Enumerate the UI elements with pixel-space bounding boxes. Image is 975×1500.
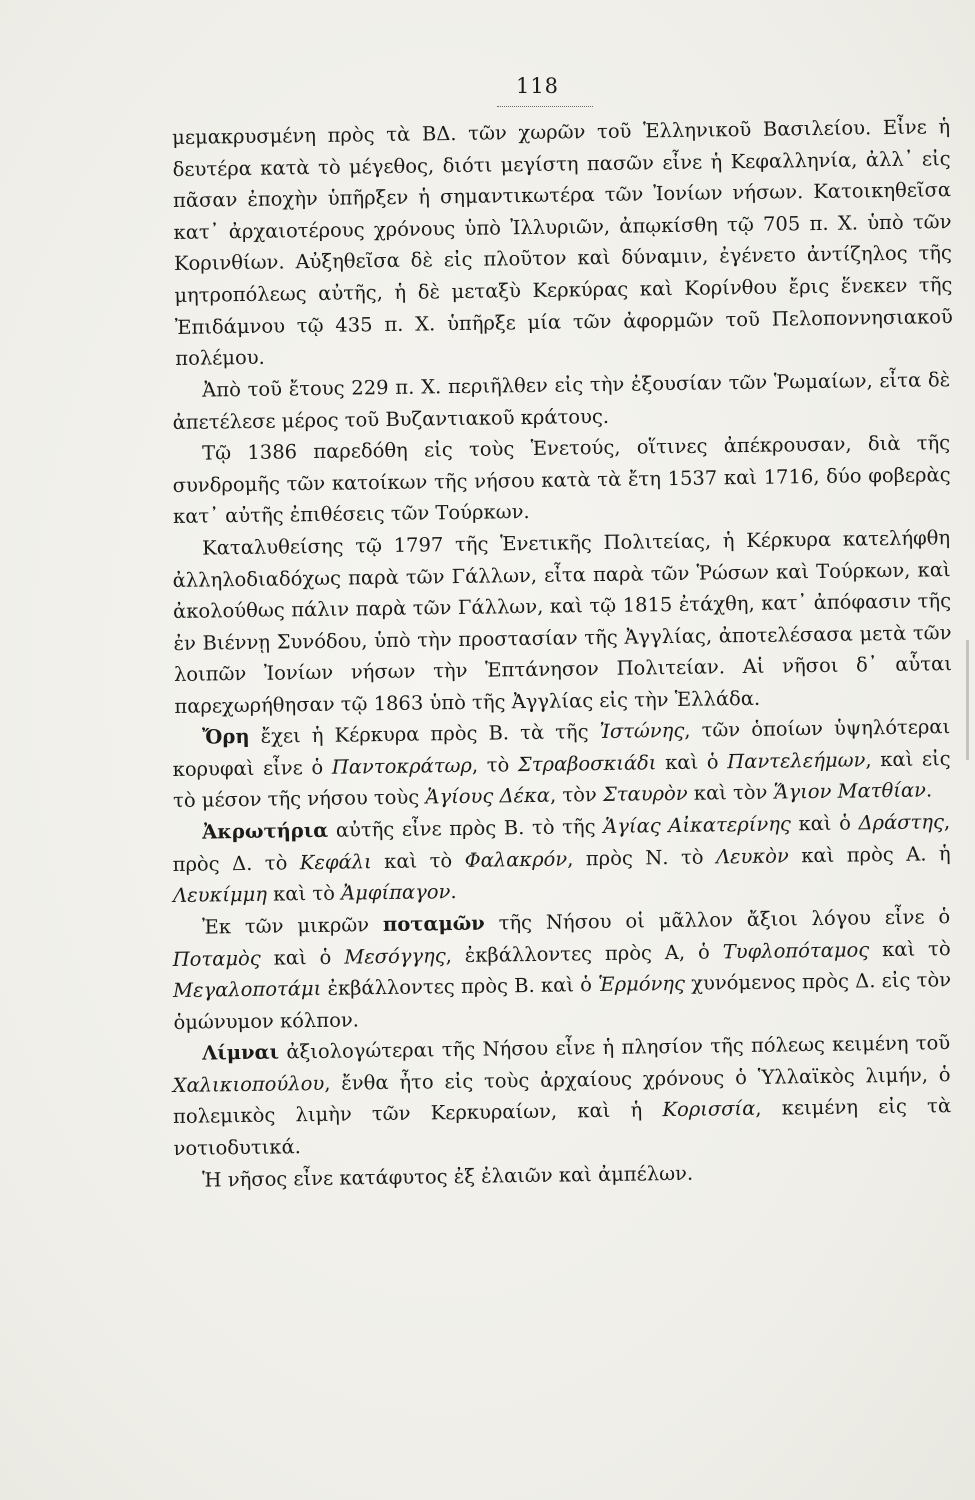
italic-place-name: Ἅγιον Ματθίαν: [773, 778, 927, 805]
text-run: , πρὸς Ν. τὸ: [567, 845, 717, 871]
text-run: , ἔνθα ἦτο εἰς τοὺς ἀρχαίους χρόνους ὁ Ὑλλαϊκὸς λιμήν, ὁ πολεμικὸς λιμὴν τῶν Κερκυραίων, καὶ ἡ: [172, 1062, 951, 1129]
text-run: ἐκβάλλοντες πρὸς Β. καὶ ὁ: [321, 973, 599, 1000]
text-run: μεμακρυσμένη πρὸς τὰ ΒΔ. τῶν χωρῶν τοῦ Ἑλληνικοῦ Βασιλείου. Εἶνε ἡ δευτέρα κατὰ τὸ μέγεθος, διότι μεγίστη πασῶν εἶνε ἡ Κεφαλληνία, ἀλλ᾽ εἰς πᾶσαν ἐποχὴν ὑπῆρξεν ἡ σημαντικωτέρα τῶν Ἰονίων νήσων. Κατοικηθεῖσα κατ᾽ ἀρχαιοτέρους χρόνους ὑπὸ Ἰλλυριῶν, ἀπῳκίσθη τῷ 705 π. Χ. ὑπὸ τῶν Κορινθίων. Αὐξηθεῖσα δὲ εἰς πλοῦτον καὶ δύναμιν, ἐγένετο ἀντίζηλος τῆς μητροπόλεως αὐτῆς, ἡ δὲ μεταξὺ Κερκύρας καὶ Κορίνθου ἔρις ἕνεκεν τῆς Ἐπιδάμνου τῷ 435 π. Χ. ὑπῆρξε μία τῶν ἀφορμῶν τοῦ Πελοποννησιακοῦ πολέμου.: [172, 115, 953, 371]
bold-heading-word: Λίμναι: [202, 1040, 280, 1065]
text-run: , κειμένη εἰς τὰ νοτιοδυτικά.: [173, 1094, 952, 1160]
text-run: Ἐκ τῶν μικρῶν: [202, 912, 384, 939]
paragraph: [172, 111, 953, 375]
italic-place-name: Στραβοσκιάδι: [517, 751, 657, 777]
italic-place-name: Δράστης: [858, 810, 945, 835]
bold-heading-word: Ἀκρωτήρια: [202, 818, 329, 844]
text-run: καὶ τὸν: [687, 781, 774, 806]
italic-place-name: Ἁγίους Δέκα: [425, 784, 551, 809]
text-run: ἀξιολογώτεραι τῆς Νήσου εἶνε ἡ πλησίον τῆς πόλεως κειμένη τοῦ: [278, 1031, 951, 1064]
text-run: αὐτῆς εἶνε πρὸς Β. τὸ τῆς: [328, 815, 604, 842]
italic-place-name: Τυφλοπόταμος: [722, 937, 870, 963]
bold-heading-word: ποταμῶν: [382, 911, 485, 936]
text-run: Τῷ 1386 παρεδόθη εἰς τοὺς Ἑνετούς, οἵτινες ἀπέκρουσαν, διὰ τῆς συνδρομῆς τῶν κατοίκων τῆς νήσου κατὰ τὰ ἔτη 1537 καὶ 1716, δύο φοβερὰς κατ᾽ αὐτῆς ἐπιθέσεις τῶν Τούρκων.: [172, 431, 951, 529]
text-run: .: [925, 778, 933, 802]
text-run: ἔχει ἡ Κέρκυρα πρὸς Β. τὰ τῆς: [249, 720, 600, 749]
text-run: καὶ πρὸς Α. ἡ: [788, 841, 951, 868]
paragraph: [172, 364, 951, 438]
italic-place-name: Ἁγίας Αἰκατερίνης: [603, 812, 791, 839]
italic-place-name: Ἰστώνης: [599, 719, 685, 744]
italic-place-name: Φαλακρόν: [464, 847, 568, 872]
text-run: τῆς Νήσου οἱ μᾶλλον ἄξιοι λόγου εἶνε ὁ: [484, 904, 951, 935]
text-run: καὶ τὸ: [869, 936, 951, 961]
paragraph: [172, 711, 951, 817]
text-run: καὶ ὁ: [260, 945, 345, 970]
paragraph: [172, 1027, 952, 1164]
text-run: Ἡ νῆσος εἶνε κατάφυτος ἐξ ἐλαιῶν καὶ ἀμπέλων.: [202, 1161, 694, 1192]
paragraph: [172, 522, 953, 722]
text-run: , καὶ εἰς τὸ μέσον τῆς νήσου τοὺς: [172, 747, 951, 813]
text-run: καὶ τὸ: [371, 848, 465, 873]
text-run: καὶ ὁ: [656, 750, 728, 775]
text-run: καὶ τὸ: [266, 881, 342, 906]
bold-heading-word: Ὄρη: [202, 725, 250, 749]
italic-place-name: Ἑρμόνης: [598, 971, 686, 997]
paragraph: [172, 901, 952, 1038]
paragraph: [172, 427, 951, 533]
paragraph: [172, 806, 951, 912]
italic-place-name: Κορισσία: [662, 1097, 756, 1122]
text-run: Καταλυθείσης τῷ 1797 τῆς Ἑνετικῆς Πολιτείας, ἡ Κέρκυρα κατελήφθη ἀλληλοδιαδόχως παρὰ τῶν Γάλλων, εἶτα παρὰ τῶν Ῥώσων καὶ Τούρκων, καὶ ἀκολούθως πάλιν παρὰ τῶν Γάλλων, καὶ τῷ 1815 ἐτάχθη, κατ᾽ ἀπόφασιν τῆς ἐν Βιέννῃ Συνόδου, ὑπὸ τὴν προστασίαν τῆς Ἀγγλίας, ἀποτελέσασα μετὰ τῶν λοιπῶν Ἰονίων νήσων τὴν Ἑπτάνησον Πολιτείαν. Αἱ νῆσοι δ᾽ αὗται παρεχωρήθησαν τῷ 1863 ὑπὸ τῆς Ἀγγλίας εἰς τὴν Ἑλλάδα.: [172, 525, 953, 718]
page-edge-shadow: [966, 640, 969, 760]
text-run: , ἐκβάλλοντες πρὸς Α, ὁ: [445, 939, 723, 967]
italic-place-name: Παντελεήμων: [727, 748, 866, 774]
text-run: , τὸν: [549, 783, 604, 808]
italic-place-name: Ποταμὸς: [172, 946, 261, 971]
italic-place-name: Λευκίμμη: [172, 882, 268, 908]
text-run: , τῶν ὁποίων ὑψηλότεραι κορυφαὶ εἶνε ὁ: [172, 715, 951, 781]
body-text: [172, 115, 953, 1196]
text-run: .: [450, 880, 457, 904]
text-run: χυνόμενος πρὸς Δ. εἰς τὸν ὁμώνυμον κόλπον.: [173, 968, 952, 1034]
page-number-rule: [497, 106, 593, 107]
italic-place-name: Ἀμφίπαγον: [340, 880, 451, 905]
text-run: , πρὸς Δ. τὸ: [172, 810, 951, 876]
page-number: 118: [515, 74, 560, 98]
italic-place-name: Μεσόγγης: [344, 943, 446, 969]
text-run: , τὸ: [471, 753, 519, 777]
italic-place-name: Σταυρὸν: [602, 782, 688, 807]
text-run: καὶ ὁ: [790, 811, 859, 836]
italic-place-name: Χαλικιοπούλου: [172, 1071, 325, 1097]
text-run: Ἀπὸ τοῦ ἔτους 229 π. Χ. περιῆλθεν εἰς τὴν ἐξουσίαν τῶν Ῥωμαίων, εἶτα δὲ ἀπετέλεσε μέρος τοῦ Βυζαντιακοῦ κράτους.: [172, 367, 951, 434]
italic-place-name: Λευκὸν: [715, 844, 789, 869]
italic-place-name: Μεγαλοποτάμι: [172, 976, 322, 1003]
italic-place-name: Κεφάλι: [299, 849, 372, 874]
italic-place-name: Παντοκράτωρ: [331, 753, 473, 779]
